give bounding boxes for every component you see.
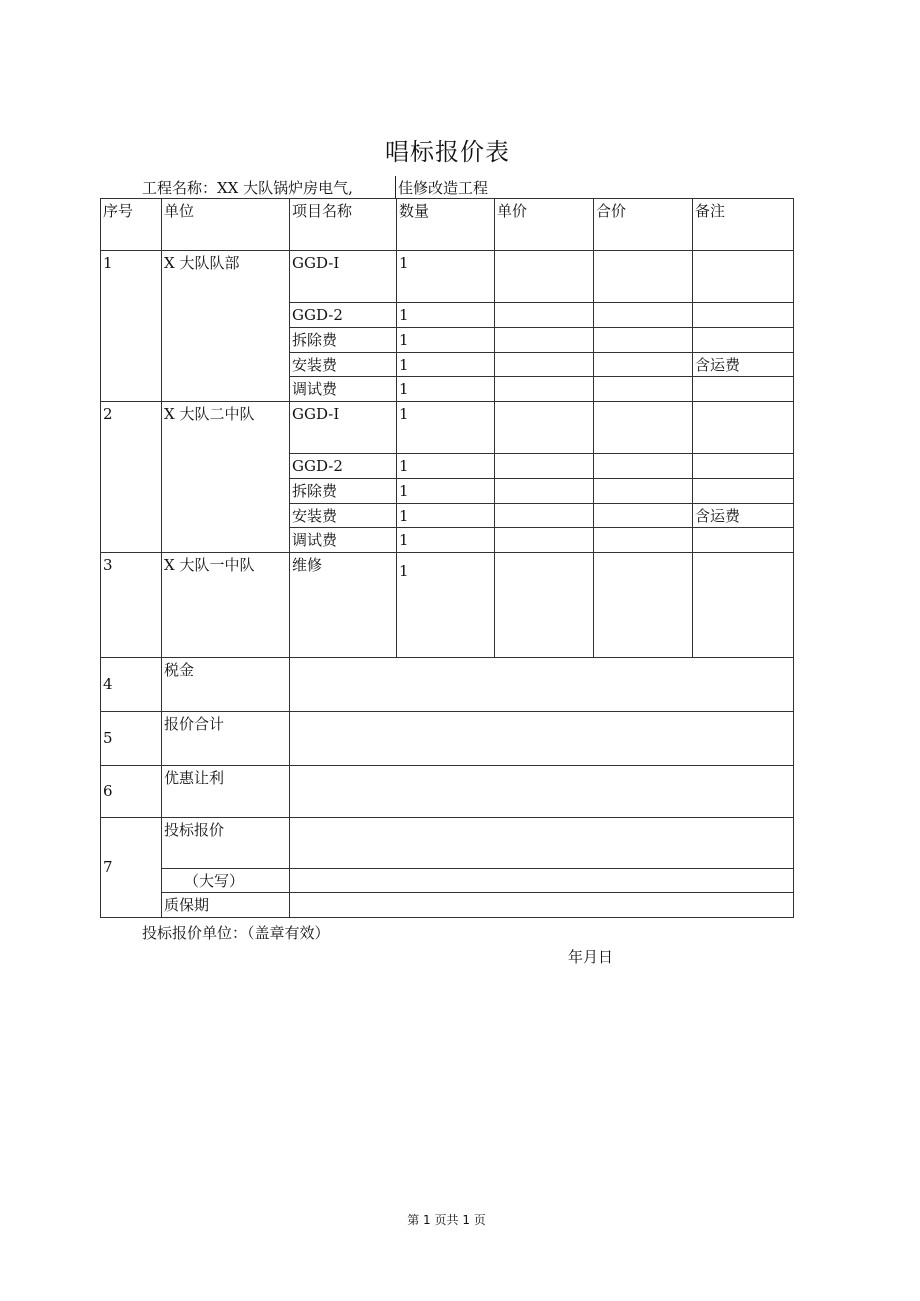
warranty-row bbox=[101, 893, 794, 918]
item-note: 含运费 bbox=[693, 504, 794, 528]
item-qty: 1 bbox=[397, 251, 495, 303]
item-total-price bbox=[594, 528, 693, 553]
item-qty: 1 bbox=[397, 377, 495, 402]
summary-row-total bbox=[101, 712, 794, 766]
item-note bbox=[693, 251, 794, 303]
item-total-price bbox=[594, 454, 693, 479]
summary-no: 4 bbox=[101, 658, 162, 712]
table-row bbox=[101, 402, 794, 454]
item-unit-price bbox=[495, 528, 594, 553]
item-total-price bbox=[594, 402, 693, 454]
item-note bbox=[693, 553, 794, 658]
item-note bbox=[693, 377, 794, 402]
quote-table bbox=[100, 198, 794, 918]
bidder-signature-line: 投标报价单位：（盖章有效） bbox=[142, 924, 330, 942]
summary-label: 优惠让利 bbox=[162, 766, 290, 818]
item-qty: 1 bbox=[397, 402, 495, 454]
bid-label: 投标报价 bbox=[162, 818, 290, 869]
item-qty: 1 bbox=[397, 504, 495, 528]
header-no: 序号 bbox=[101, 199, 162, 251]
project-name-rest: 佳修改造工程 bbox=[398, 179, 489, 197]
group-unit: X 大队队部 bbox=[162, 251, 290, 402]
summary-value bbox=[290, 712, 794, 766]
summary-no: 5 bbox=[101, 712, 162, 766]
item-unit-price bbox=[495, 251, 594, 303]
project-divider bbox=[395, 176, 396, 198]
bid-capital-row bbox=[101, 869, 794, 893]
item-name: GGD-2 bbox=[290, 303, 397, 328]
item-unit-price bbox=[495, 328, 594, 353]
header-unit: 单位 bbox=[162, 199, 290, 251]
item-name: 拆除费 bbox=[290, 479, 397, 504]
item-note: 含运费 bbox=[693, 353, 794, 377]
page-title: 唱标报价表 bbox=[385, 138, 510, 166]
item-total-price bbox=[594, 553, 693, 658]
header-total-price: 合价 bbox=[594, 199, 693, 251]
bid-row bbox=[101, 818, 794, 869]
item-note bbox=[693, 402, 794, 454]
header-row bbox=[101, 199, 794, 251]
item-unit-price bbox=[495, 504, 594, 528]
group-no: 2 bbox=[101, 402, 162, 553]
project-name-label: 工程名称：XX 大队锅炉房电气, bbox=[142, 179, 353, 197]
item-total-price bbox=[594, 303, 693, 328]
item-qty: 1 bbox=[397, 353, 495, 377]
summary-value bbox=[290, 658, 794, 712]
item-unit-price bbox=[495, 454, 594, 479]
bid-value bbox=[290, 818, 794, 869]
bid-capital-value bbox=[290, 869, 794, 893]
date-line: 年月日 bbox=[568, 948, 614, 966]
item-total-price bbox=[594, 251, 693, 303]
item-name: 安装费 bbox=[290, 353, 397, 377]
item-total-price bbox=[594, 353, 693, 377]
item-name: GGD-2 bbox=[290, 454, 397, 479]
item-total-price bbox=[594, 377, 693, 402]
summary-no: 6 bbox=[101, 766, 162, 818]
item-name: 调试费 bbox=[290, 528, 397, 553]
header-item-name: 项目名称 bbox=[290, 199, 397, 251]
summary-row-tax bbox=[101, 658, 794, 712]
item-qty: 1 bbox=[397, 454, 495, 479]
item-name: GGD-I bbox=[290, 251, 397, 303]
item-unit-price bbox=[495, 402, 594, 454]
table-row bbox=[101, 251, 794, 303]
item-total-price bbox=[594, 504, 693, 528]
header-note: 备注 bbox=[693, 199, 794, 251]
item-total-price bbox=[594, 479, 693, 504]
item-note bbox=[693, 479, 794, 504]
warranty-value bbox=[290, 893, 794, 918]
header-unit-price: 单价 bbox=[495, 199, 594, 251]
item-name: 维修 bbox=[290, 553, 397, 658]
header-quantity: 数量 bbox=[397, 199, 495, 251]
item-note bbox=[693, 454, 794, 479]
item-note bbox=[693, 303, 794, 328]
item-qty: 1 bbox=[397, 528, 495, 553]
item-unit-price bbox=[495, 479, 594, 504]
summary-row-discount bbox=[101, 766, 794, 818]
item-name: 拆除费 bbox=[290, 328, 397, 353]
group-no: 1 bbox=[101, 251, 162, 402]
summary-label: 报价合计 bbox=[162, 712, 290, 766]
item-unit-price bbox=[495, 553, 594, 658]
item-unit-price bbox=[495, 353, 594, 377]
page-footer: 第 1 页共 1 页 bbox=[407, 1213, 486, 1227]
item-total-price bbox=[594, 328, 693, 353]
item-qty: 1 bbox=[397, 303, 495, 328]
item-unit-price bbox=[495, 377, 594, 402]
item-name: 安装费 bbox=[290, 504, 397, 528]
bid-capital-label: （大写） bbox=[162, 869, 290, 893]
item-note bbox=[693, 528, 794, 553]
item-unit-price bbox=[495, 303, 594, 328]
item-name: 调试费 bbox=[290, 377, 397, 402]
group-unit: X 大队二中队 bbox=[162, 402, 290, 553]
table-row bbox=[101, 553, 794, 658]
group-unit: X 大队一中队 bbox=[162, 553, 290, 658]
item-qty: 1 bbox=[397, 328, 495, 353]
item-note bbox=[693, 328, 794, 353]
item-name: GGD-I bbox=[290, 402, 397, 454]
item-qty: 1 bbox=[397, 553, 495, 658]
item-qty: 1 bbox=[397, 479, 495, 504]
summary-label: 税金 bbox=[162, 658, 290, 712]
group-no: 3 bbox=[101, 553, 162, 658]
summary-value bbox=[290, 766, 794, 818]
warranty-label: 质保期 bbox=[162, 893, 290, 918]
bid-no: 7 bbox=[101, 818, 162, 918]
